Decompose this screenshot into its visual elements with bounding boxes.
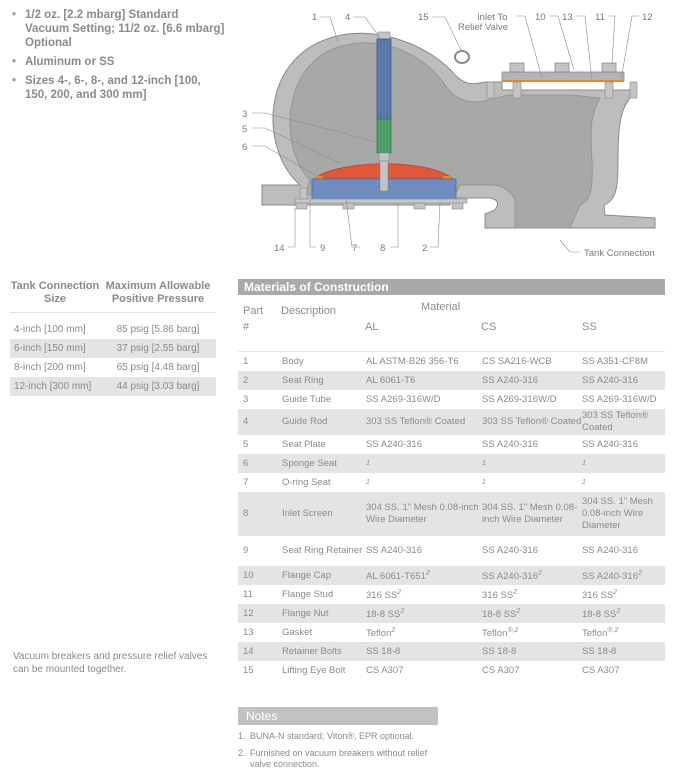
footnote-ref: 2 [513,588,518,596]
flange-stud [605,82,613,98]
desc-cell: Guide Rod [282,416,328,427]
al-cell: 18-8 $SS^2$ [366,607,405,621]
flange-cap [502,72,624,81]
desc-cell: Sponge Seat [282,457,337,469]
table-row [238,566,665,585]
pressure-cell: 85 psig [5.86 barg] [116,324,200,335]
diagram-label-1: 1 [312,12,318,23]
al-cell: SS A240-316 [366,545,422,556]
note-item [238,731,438,742]
footnote-ref: 2 [425,569,430,577]
part-cell: 11 [243,588,253,600]
footnote-ref: 2 [538,569,542,577]
ss-cell: 18-8 $SS^2$ [582,607,621,621]
desc-cell: Guide Tube [282,393,332,405]
ss-cell: SS $A240-316^2$ [582,569,642,583]
feature-item: • 1/2 oz. [2.2 mbarg] Standard Vacuum Setting; 11/2 oz. [6.6 mbarg] Optional [10,8,225,50]
pressure-cell: 65 psig [4.48 barg] [116,362,200,373]
al-cell: SS 18-8 [366,645,401,657]
retainer-bolt [343,203,354,209]
flange-gasket [502,80,624,82]
diagram-label-12: 12 [642,12,653,23]
header-cs: CS [481,321,497,333]
cs-cell: 316 $SS^2$ [482,588,518,602]
valve-cross-section-diagram [240,0,686,265]
guide-rod [377,39,391,119]
header-tank-connection-size: Tank Connection Size [10,280,100,305]
table-row [238,492,665,536]
retainer-bolt [414,203,425,209]
table-row [238,371,665,390]
table-row [238,352,665,371]
header-material: Material [421,301,461,313]
al-cell: 1 [366,459,370,467]
desc-cell: Flange Stud [282,588,334,600]
desc-cell: Gasket [282,626,313,638]
retainer-bolt [296,203,307,209]
header-max-pressure: Maximum Allowable Positive Pressure [105,280,211,305]
retainer-bolt [300,188,307,199]
table-row [238,390,665,409]
al-cell: 304 SS. 1" Mesh 0.08-inch Wire Diameter [366,502,479,525]
guide-rod-nut [379,153,389,161]
diagram-label-11: 11 [595,12,605,23]
flange-nut [555,63,569,72]
cs-cell: CS SA216-WCB [482,355,552,367]
al-cell: SS A240-316 [366,438,422,450]
note-number: 2. [238,748,246,758]
feature-list [10,8,225,107]
cs-cell: 1 [482,459,486,467]
header-part: Part [243,305,264,317]
desc-cell: Seat Plate [282,438,326,450]
ss-cell: 316 $SS^2$ [582,588,618,602]
part-cell: 13 [243,626,254,638]
size-cell: 6-inch [150 mm] [14,343,86,354]
note-number: 1. [238,731,246,741]
size-cell: 12-inch [300 mm] [14,381,92,392]
footnote-ref: 2 [516,607,521,615]
footnote-ref: 2 [400,607,405,615]
desc-cell: Retainer Bolts [282,645,342,657]
table-row [10,339,216,358]
table-row [238,435,665,454]
flange-stud [630,82,637,98]
cs-cell: SS $A240-316^2$ [482,569,542,583]
diagram-label-5: 5 [242,124,248,135]
ss-cell: 303 SS Teflon® Coated [582,410,648,433]
al-cell: AL $6061-T651^2$ [366,569,430,583]
retainer-bolt [452,203,463,209]
part-cell: 6 [243,457,249,469]
note-item [238,748,438,770]
ss-cell: CS A307 [582,664,620,676]
table-row [10,377,216,396]
sponge-seat [315,176,323,179]
footnote-ref: 2 [616,607,621,615]
desc-cell: O-ring Seat [282,476,331,488]
desc-cell: Seat Ring Retainer [282,545,363,556]
al-cell: Teflon$^2$ [366,626,396,640]
diagram-label-15: 15 [418,12,429,23]
part-cell: 8 [243,508,249,519]
part-cell: 5 [243,438,249,450]
ss-cell: SS A351-CF8M [582,355,648,367]
flange-nut [510,63,524,72]
cs-cell: 304 SS. 1" Mesh 0.08-inch Wire Diameter [482,502,578,525]
retainer-plate [295,199,467,203]
diagram-label-9: 9 [320,243,326,254]
materials-table [238,279,665,680]
header-ss: SS [582,321,597,333]
ss-cell: SS A240-316 [582,374,638,386]
part-cell: 14 [243,645,254,657]
table-row [10,358,216,377]
table-row [238,661,665,680]
notes-section [238,707,438,770]
diagram-label-inlet-1: Inlet To [477,12,508,23]
lifting-eye-bolt [455,51,469,63]
desc-cell: Flange Nut [282,607,329,619]
cs-cell: SS A240-316 [482,438,538,450]
table-row [238,585,665,604]
al-cell: SS A269-316W/D [366,393,441,405]
al-cell: CS A307 [366,664,404,676]
materials-table-header [238,295,665,352]
cs-cell: SS A269-316W/D [482,393,557,405]
part-cell: 12 [243,607,254,619]
diagram-label-3: 3 [242,109,248,120]
part-cell: 15 [243,664,254,676]
cs-cell: 18-8 $SS^2$ [482,607,521,621]
guide-tube [377,119,391,153]
footnote-ref: 2 [638,569,642,577]
pressure-cell: 44 psig [3.03 barg] [116,381,200,392]
desc-cell: Flange Cap [282,569,332,581]
table-row [238,642,665,661]
size-cell: 8-inch [200 mm] [14,362,86,373]
header-hash: # [243,321,250,333]
diagram-label-14: 14 [274,243,285,254]
footnote-ref: 2 [391,626,396,634]
note-text: BUNA-N standard; Viton®, EPR optional. [250,731,415,741]
al-cell: 316 $SS^2$ [366,588,402,602]
diagram-label-7: 7 [352,243,358,254]
flange-stud [513,82,521,98]
ss-cell: 1 [582,478,586,486]
table-row [10,320,216,339]
part-cell: 7 [243,476,249,488]
footnote-ref: 2 [397,588,402,596]
part-cell: 3 [243,393,249,405]
cs-cell: Teflon$^{®,2}$ [482,626,519,640]
table-row [238,623,665,642]
cs-cell: 303 SS Teflon® Coated [482,416,582,427]
size-cell: 4-inch [100 mm] [14,324,86,335]
table-row [238,536,665,566]
part-cell: 9 [243,545,249,556]
diagram-label-inlet-2: Relief Valve [458,22,508,33]
ss-cell: Teflon$^{®,2}$ [582,626,619,640]
desc-cell: Body [282,355,304,367]
header-description: Description [281,305,337,317]
diagram-label-8: 8 [380,243,386,254]
center-bolt [380,161,388,191]
al-cell: 303 SS Teflon® Coated [366,416,466,427]
al-cell: 1 [366,478,370,486]
desc-cell: Seat Ring [282,374,324,386]
sponge-seat [443,176,451,179]
ss-cell: SS A269-316W/D [582,393,657,405]
cs-cell: SS A240-316 [482,374,538,386]
materials-table-title: Materials of Construction [238,279,665,295]
table-row [238,454,665,473]
diagram-label-2: 2 [422,243,428,254]
footnote-ref: ®,2 [607,626,619,634]
table-row [238,473,665,492]
ss-cell: SS A240-316 [582,438,638,450]
part-cell: 4 [243,416,249,427]
cs-cell: SS A240-316 [482,545,538,556]
footnote-ref: ®,2 [507,626,519,634]
footnote-ref: 2 [613,588,618,596]
part-cell: 1 [243,355,249,367]
cs-cell: SS 18-8 [482,645,517,657]
diagram-label-10: 10 [535,12,546,23]
feature-item: • Sizes 4-, 6-, 8-, and 12-inch [100, 150, 200, and 300 mm] [10,74,225,102]
diagram-label-tank-connection: Tank Connection [584,248,655,259]
materials-table-body [238,352,665,680]
desc-cell: Lifting Eye Bolt [282,664,346,676]
diagram-label-6: 6 [242,142,248,153]
pressure-table [10,280,216,396]
mounting-note: Vacuum breakers and pressure relief valves can be mounted together. [13,651,208,675]
cs-cell: 1 [482,478,486,486]
part-cell: 2 [243,374,249,386]
diagram-label-13: 13 [562,12,573,23]
ss-cell: SS 18-8 [582,645,617,657]
header-al: AL [365,321,379,333]
flange-nut [602,63,616,72]
ss-cell: SS A240-316 [582,545,638,556]
diagram-label-4: 4 [345,12,351,23]
cs-cell: CS A307 [482,664,520,676]
table-row [238,604,665,623]
pressure-table-header [10,280,216,313]
part-cell: 10 [243,569,254,581]
pressure-cell: 37 psig [2.55 barg] [116,343,200,354]
al-cell: AL 6061-T6 [366,374,416,386]
desc-cell: Inlet Screen [282,508,333,519]
flange-stud [487,82,494,98]
notes-title: Notes [238,707,438,725]
al-cell: AL ASTM-B26 356-T6 [366,355,459,367]
table-row [238,409,665,435]
feature-item: • Aluminum or SS [10,55,225,69]
ss-cell: 1 [582,459,586,467]
note-text: Furnished on vacuum breakers without relief valve connection. [250,748,428,769]
ss-cell: 304 SS. 1" Mesh 0.08-inch Wire Diameter [582,496,653,531]
